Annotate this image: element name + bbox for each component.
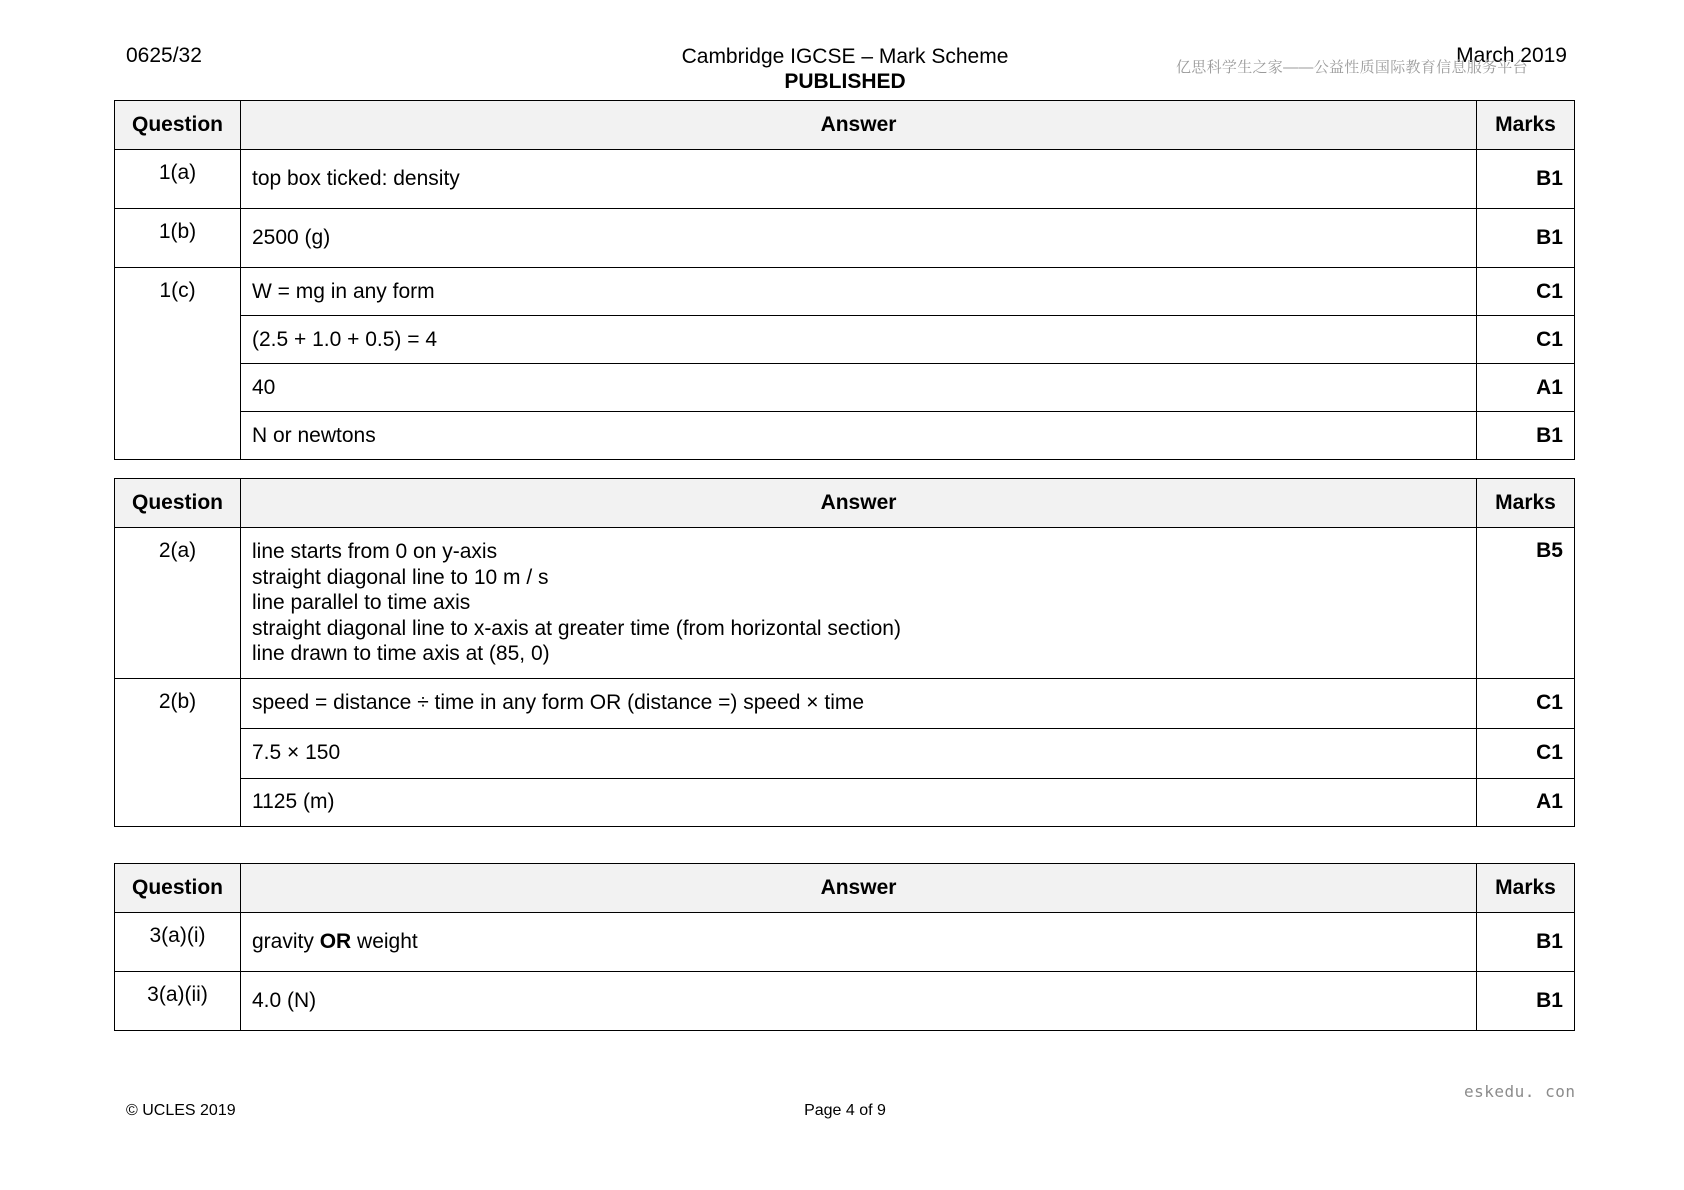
answer-cell: top box ticked: density [241, 150, 1477, 209]
table-header-row [115, 479, 1575, 528]
column-header-question: Question [115, 101, 241, 150]
answer-cell: W = mg in any form [241, 268, 1477, 316]
answer-cell: 2500 (g) [241, 209, 1477, 268]
table-row [115, 316, 1575, 364]
table-row [115, 150, 1575, 209]
answer-cell: speed = distance ÷ time in any form OR (distance =) speed × time [241, 678, 1477, 728]
table-row [115, 528, 1575, 679]
mark-table-3 [114, 863, 1575, 1031]
question-number: 3(a)(ii) [115, 972, 241, 1031]
answer-line: straight diagonal line to x-axis at greater time (from horizontal section) [252, 616, 901, 640]
table-row [115, 209, 1575, 268]
header-date: March 2019 [1456, 44, 1567, 67]
column-header-question: Question [115, 864, 241, 913]
answer-line: line starts from 0 on y-axis [252, 540, 498, 563]
answer-cell: 1125 (m) [241, 778, 1477, 826]
table-row [115, 364, 1575, 412]
header-status: PUBLISHED [784, 70, 906, 93]
answer-cell [241, 913, 1477, 972]
table-header-row [115, 864, 1575, 913]
answer-text: weight [351, 930, 418, 953]
table-row [115, 972, 1575, 1031]
watermark-text: 亿思科学生之家——公益性质国际教育信息服务平台 [1176, 59, 1528, 76]
table-header-row [115, 101, 1575, 150]
table-row [115, 913, 1575, 972]
answer-cell: 40 [241, 364, 1477, 412]
mark-table-1 [114, 100, 1575, 460]
marks-cell: C1 [1477, 316, 1575, 364]
column-header-answer: Answer [241, 479, 1477, 528]
page-number: Page 4 of 9 [804, 1102, 886, 1119]
header-title: Cambridge IGCSE – Mark Scheme [681, 45, 1009, 68]
marks-cell: B1 [1477, 913, 1575, 972]
column-header-marks: Marks [1477, 864, 1575, 913]
copyright: © UCLES 2019 [126, 1102, 236, 1119]
marks-cell: C1 [1477, 728, 1575, 778]
marks-cell: A1 [1477, 778, 1575, 826]
question-number: 2(a) [115, 528, 241, 679]
paper-code: 0625/32 [126, 44, 202, 67]
column-header-question: Question [115, 479, 241, 528]
footer-watermark: eskedu. con [1464, 1082, 1576, 1101]
column-header-marks: Marks [1477, 479, 1575, 528]
mark-table-2 [114, 478, 1575, 827]
answer-keyword: OR [319, 930, 352, 953]
marks-cell: A1 [1477, 364, 1575, 412]
answer-line: line parallel to time axis [252, 591, 471, 614]
table-row [115, 728, 1575, 778]
answer-line: straight diagonal line to 10 m / s [252, 565, 549, 589]
column-header-marks: Marks [1477, 101, 1575, 150]
answer-cell: 7.5 × 150 [241, 728, 1477, 778]
table-row [115, 678, 1575, 728]
answer-cell [241, 528, 1477, 679]
answer-cell: N or newtons [241, 412, 1477, 460]
marks-cell: B1 [1477, 972, 1575, 1031]
question-number: 3(a)(i) [115, 913, 241, 972]
answer-text: gravity [252, 930, 320, 953]
question-number: 1(a) [115, 150, 241, 209]
answer-cell: 4.0 (N) [241, 972, 1477, 1031]
marks-cell: B5 [1477, 528, 1575, 679]
marks-cell: B1 [1477, 412, 1575, 460]
column-header-answer: Answer [241, 101, 1477, 150]
table-row [115, 412, 1575, 460]
question-number: 1(c) [115, 268, 241, 460]
marks-cell: B1 [1477, 150, 1575, 209]
question-number: 2(b) [115, 678, 241, 826]
question-number: 1(b) [115, 209, 241, 268]
answer-line: line drawn to time axis at (85, 0) [252, 642, 550, 665]
table-row [115, 778, 1575, 826]
table-row [115, 268, 1575, 316]
marks-cell: B1 [1477, 209, 1575, 268]
marks-cell: C1 [1477, 268, 1575, 316]
marks-cell: C1 [1477, 678, 1575, 728]
answer-cell: (2.5 + 1.0 + 0.5) = 4 [241, 316, 1477, 364]
column-header-answer: Answer [241, 864, 1477, 913]
